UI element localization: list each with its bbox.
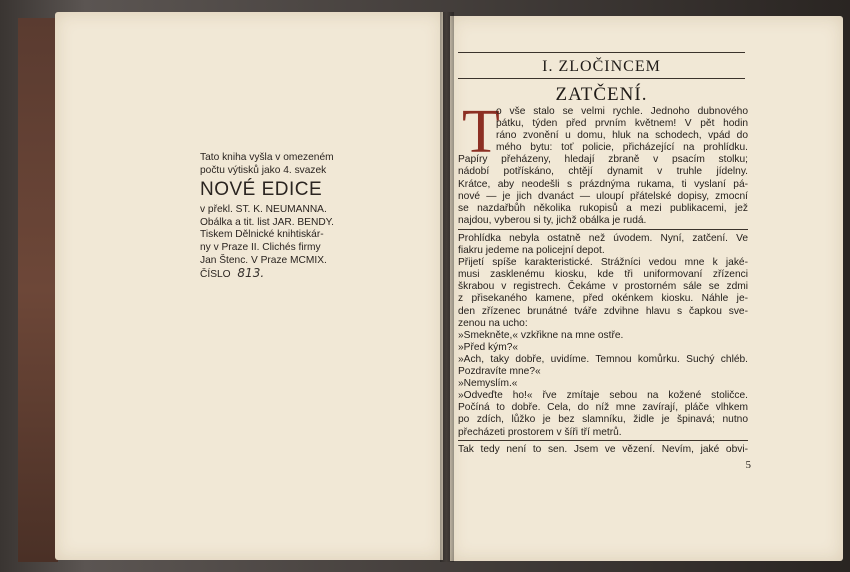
copy-number [200,267,370,282]
text-line: Pozdravíte mne?« [458,366,541,378]
text-line: Počíná to dobře. Cela, do níž mne zavírají, pláče vlhkem [458,402,748,414]
text-line: den zřízenec brunátné tváře zdvihne hlavu s čapkou sve- [458,305,748,317]
left-page [55,12,443,560]
text-line: »Smekněte,« vzkřikne na mne ostře. [458,329,624,341]
text-line: »Ach, taky dobře, uvidíme. Temnou komůrku. Suchý chléb. [458,353,748,365]
text-line: po zdích, lůžko je bez slamníku, židle je špinavá; nutno [458,414,748,426]
text-line: z přisekaného kamene, před okénkem kiosku. Náhle je- [458,293,748,305]
copy-number-handwritten: 813. [237,266,265,281]
colophon-line: v překl. ST. K. NEUMANNA. [200,204,327,216]
colophon-line: Jan Štenc. V Praze MCMIX. [200,254,327,266]
section-rule [458,440,748,441]
text-line: zenou na ucho: [458,317,528,329]
paragraph-3 [458,444,748,456]
text-line: o vše stalo se velmi rychle. Jednoho dubnového [496,106,748,117]
text-line: »Před kým?« [458,341,519,353]
colophon-line: Tiskem Dělnické knihtiskár- [200,229,324,241]
colophon-line: ny v Praze II. Clichés firmy [200,241,321,253]
text-line: najdou, vyberou si ty, jichž obálka je rudá. [458,214,647,226]
text-line: Papíry přeházeny, hledají zbraně v psacím stolku; [458,154,748,166]
colophon-line: Obálka a tit. list JAR. BENDY. [200,216,334,228]
text-line: pátku, týden před prvním květnem! V pět hodin [496,118,748,130]
section-rule [458,229,748,230]
text-line: škrabou v registrech. Čekáme v prostorném sále se zdmi [458,281,748,293]
colophon-line: Tato kniha vyšla v omezeném [200,152,334,163]
text-line: musi zasklenému kiosku, kde tři uniformovaní zřízenci [458,269,748,281]
text-line: fiakru jedeme na policejní depot. [458,245,605,257]
top-rule [458,52,745,53]
book-gutter [440,12,454,562]
text-line: »Nemyslím.« [458,378,518,390]
text-line: nádobí potřískáno, chtějí dynamit v truhle jídelny. [458,166,748,178]
colophon-line: počtu výtisků jako 4. svazek [200,164,327,176]
chapter-title: I. ZLOČINCEM [542,58,661,75]
text-line: Krátce, aby neodešli s prázdnýma rukama, ti vyslaní pá- [458,178,748,190]
copy-number-label: ČÍSLO [200,269,231,281]
text-line: ráno zvonění u domu, hluk na schodech, vpád do [496,130,748,142]
text-line: se nazdařbůh několika rukopisů a mezi publikacemi, jež [458,202,748,214]
paragraph-2 [458,233,748,439]
text-line: »Odveďte ho!« řve zmítaje sebou na kožené stoličce. [458,390,748,402]
text-line: Přijetí spíše karakteristické. Strážníci vedou mne k jaké- [458,257,748,269]
inner-cover-board [18,18,58,562]
text-line: nové — je jich dvanáct — uloupí přátelské dopisy, zmocní [458,190,748,202]
text-line: Prohlídka nebyla ostatně než úvodem. Nyní, zatčení. Ve [458,233,748,244]
edition-title: NOVÉ EDICE [200,179,323,201]
section-title: ZATČENÍ. [555,84,648,105]
drop-cap: T [462,98,500,166]
text-line: mého bytu: toť policie, přicházející na prohlídku. [496,142,748,154]
paragraph-1 [458,106,748,227]
page-number: 5 [745,459,751,471]
colophon [200,152,370,282]
text-line: přecházeti prostorem v šíři tří metrů. [458,426,622,438]
text-line: Tak tedy není to sen. Jsem ve vězení. Nevím, jaké obvi- [458,444,748,455]
chapter-rule [458,78,745,79]
